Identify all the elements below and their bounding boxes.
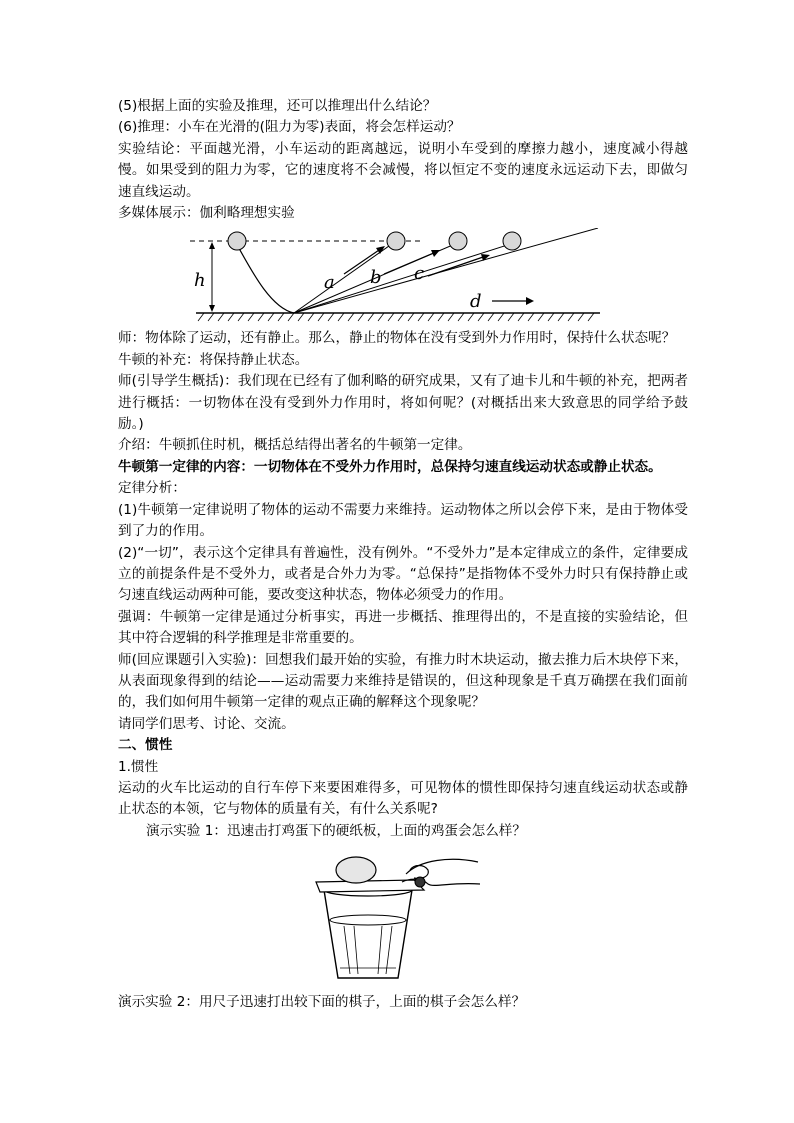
ball-a <box>387 232 405 250</box>
cup-outline <box>324 890 412 978</box>
teacher-guide-summary: 师(引导学生概括)：我们现在已经有了伽利略的研究成果，又有了迪卡儿和牛顿的补充，把两者进行概括：一切物体在没有受到外力作用时，将如何呢？(对概括出来大致意思的同学给予鼓励。) <box>118 373 688 433</box>
label-h: h <box>194 270 206 292</box>
teacher-recall-experiment: 师(回应课题引入实验)：回想我们最开始的实验，有推力时木块运动，撤去推力后木块停下来，从表面现象得到的结论——运动需要力来维持是错误的，但这种现象是千真万确摆在我们面前的，我们如何用牛顿第一定律的观点正确的解释这个现象呢？ <box>118 651 688 711</box>
ball-start <box>228 232 246 250</box>
newton-supplement: 牛顿的补充：将保持静止状态。 <box>118 351 309 368</box>
egg <box>336 857 376 883</box>
ball-b <box>449 232 467 250</box>
slope-line-4 <box>294 228 598 313</box>
label-b: b <box>370 267 382 289</box>
question-5: (5)根据上面的实验及推理，还可以推理出什么结论？ <box>118 98 437 114</box>
question-6: (6)推理：小车在光滑的(阻力为零)表面，将会怎样运动？ <box>118 119 461 136</box>
law-analysis-1: (1)牛顿第一定律说明了物体的运动不需要力来维持。运动物体之所以会停下来，是由于物体受到了力的作用。 <box>118 501 688 540</box>
demo-experiment-1: 演示实验 1：迅速击打鸡蛋下的硬纸板，上面的鸡蛋会怎么样？ <box>146 822 526 839</box>
label-d: d <box>470 291 482 313</box>
water-surface <box>330 915 406 925</box>
label-c: c <box>414 263 425 285</box>
experiment-conclusion: 实验结论：平面越光滑，小车运动的距离越远，说明小车受到的摩擦力越小，速度减小得越慢。如果受到的阻力为零，它的速度将不会减慢，将以恒定不变的速度永远运动下去，即做匀速直线运动。 <box>118 140 688 200</box>
newton-first-law-statement: 牛顿第一定律的内容：一切物体在不受外力作用时，总保持匀速直线运动状态或静止状态。 <box>118 458 662 475</box>
height-arrowhead-bottom <box>209 305 215 312</box>
cup-shading-4 <box>386 926 392 974</box>
introduction: 介绍：牛顿抓住时机，概括总结得出著名的牛顿第一定律。 <box>118 437 472 454</box>
inertia-paragraph: 运动的火车比运动的自行车停下来要困难得多，可见物体的惯性即保持匀速直线运动状态或静止状态的本领，它与物体的质量有关，有什么关系呢? <box>118 779 688 818</box>
cup-shading-3 <box>378 926 382 974</box>
label-a: a <box>324 272 335 294</box>
section-heading-inertia: 二、惯性 <box>118 737 173 754</box>
cardboard <box>316 880 424 892</box>
ball-c <box>503 232 521 250</box>
law-analysis-heading: 定律分析： <box>118 480 186 497</box>
demo-experiment-2: 演示实验 2：用尺子迅速打出较下面的棋子，上面的棋子会怎么样？ <box>118 994 526 1011</box>
cup-shading-1 <box>344 926 350 974</box>
teacher-question-rest: 师：物体除了运动，还有静止。那么，静止的物体在没有受到外力作用时，保持什么状态呢？ <box>118 330 676 347</box>
fingertip <box>415 877 425 887</box>
document-page <box>118 96 688 1014</box>
multimedia-caption: 多媒体展示：伽利略理想实验 <box>118 205 295 222</box>
ground-hatching <box>198 313 594 321</box>
egg-cardboard-cup-figure <box>310 852 486 984</box>
arrowhead-d <box>526 297 534 305</box>
galileo-ideal-experiment-figure <box>190 228 610 328</box>
height-arrowhead-top <box>209 242 215 249</box>
subsection-heading-inertia: 1.惯性 <box>118 758 159 775</box>
descent-curve <box>235 241 294 313</box>
arrow-c <box>428 256 486 276</box>
law-analysis-2: (2)“一切”，表示这个定律具有普遍性，没有例外。“不受外力”是本定律成立的条件，定律要成立的前提条件是不受外力，或者是合外力为零。“总保持”是指物体不受外力时只有保持静止或匀速直线运动两种可能，要改变这种状态，物体必须受力的作用。 <box>118 544 688 604</box>
discussion-prompt: 请同学们思考、讨论、交流。 <box>118 715 295 732</box>
emphasis: 强调：牛顿第一定律是通过分析事实，再进一步概括、推理得出的，不是直接的实验结论，但其中符合逻辑的科学推理是非常重要的。 <box>118 608 688 647</box>
cup-shading-2 <box>354 926 358 974</box>
